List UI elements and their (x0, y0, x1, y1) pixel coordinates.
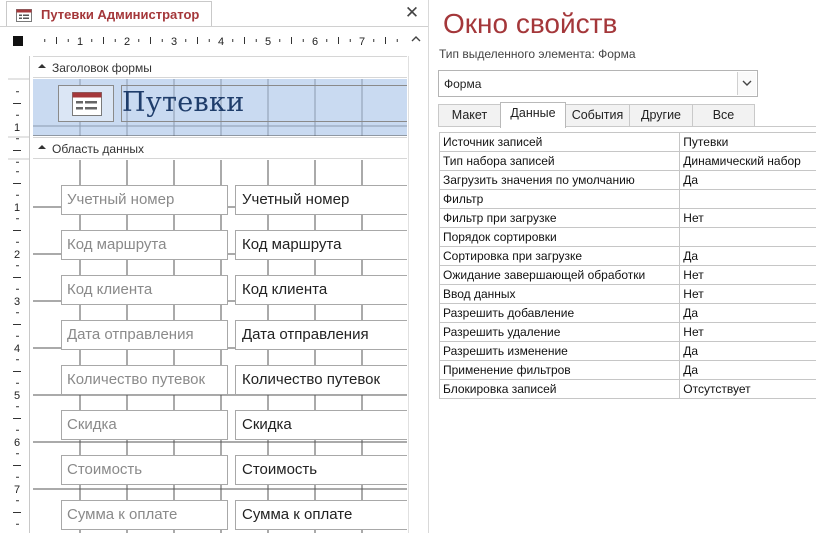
tab-divider (0, 26, 428, 27)
field-textbox[interactable]: Количество путевок (235, 365, 407, 395)
property-value[interactable]: Нет (680, 285, 816, 304)
property-row (440, 247, 816, 266)
property-grid (439, 132, 816, 399)
field-textbox[interactable]: Код клиента (235, 275, 407, 305)
form-logo-icon (72, 92, 102, 116)
field-textbox[interactable]: Сумма к оплате (235, 500, 407, 530)
form-tab-title: Путевки Администратор (41, 7, 200, 22)
tab-data[interactable]: Данные (500, 102, 566, 128)
property-row (440, 209, 816, 228)
ruler-label: 5 (264, 36, 272, 48)
property-value[interactable]: Отсутствует (680, 380, 816, 399)
section-expand-icon (37, 62, 47, 72)
property-value[interactable]: Да (680, 361, 816, 380)
form-icon (16, 9, 32, 22)
vertical-scrollbar[interactable] (408, 56, 428, 533)
ruler-label: 3 (13, 296, 21, 308)
field-textbox[interactable]: Код маршрута (235, 230, 407, 260)
property-row (440, 171, 816, 190)
scroll-up-arrow-icon[interactable] (410, 33, 422, 45)
property-name: Применение фильтров (440, 361, 680, 380)
object-selector-dropdown[interactable] (438, 70, 758, 97)
ruler-label: 2 (123, 36, 131, 48)
property-sheet (428, 0, 816, 533)
tab-events[interactable]: События (565, 104, 630, 127)
ruler-label: 7 (13, 484, 21, 496)
property-value[interactable]: Да (680, 171, 816, 190)
ruler-label: 3 (170, 36, 178, 48)
tabs-baseline (438, 126, 816, 127)
form-title-control[interactable] (121, 85, 407, 122)
property-name: Тип набора записей (440, 152, 680, 171)
form-header-section-bar[interactable] (33, 56, 407, 78)
field-label[interactable]: Код маршрута (61, 230, 228, 260)
property-name: Разрешить удаление (440, 323, 680, 342)
form-selector-button[interactable] (13, 36, 23, 46)
property-name: Фильтр при загрузке (440, 209, 680, 228)
property-name: Порядок сортировки (440, 228, 680, 247)
field-textbox[interactable]: Скидка (235, 410, 407, 440)
detail-section-bar[interactable] (33, 137, 407, 159)
property-name: Фильтр (440, 190, 680, 209)
property-row (440, 266, 816, 285)
property-value[interactable] (680, 190, 816, 209)
property-value[interactable] (680, 228, 816, 247)
property-row (440, 361, 816, 380)
property-row (440, 304, 816, 323)
ruler-label: 1 (13, 122, 21, 134)
ruler-label: 4 (13, 343, 21, 355)
ruler-label: 5 (13, 390, 21, 402)
field-label[interactable]: Учетный номер (61, 185, 228, 215)
field-label[interactable]: Код клиента (61, 275, 228, 305)
ruler-label: 4 (217, 36, 225, 48)
detail-section-label: Область данных (52, 142, 144, 156)
field-textbox[interactable]: Учетный номер (235, 185, 407, 215)
property-row (440, 152, 816, 171)
property-value[interactable]: Да (680, 247, 816, 266)
form-header-area[interactable] (33, 79, 407, 136)
ruler-label: 6 (13, 437, 21, 449)
design-surface (33, 56, 407, 533)
form-document-tab[interactable] (6, 1, 212, 26)
property-name: Источник записей (440, 133, 680, 152)
field-label[interactable]: Количество путевок (61, 365, 228, 395)
property-name: Разрешить добавление (440, 304, 680, 323)
ruler-label: 1 (13, 202, 21, 214)
property-value[interactable]: Нет (680, 266, 816, 285)
ruler-label: 6 (311, 36, 319, 48)
field-label[interactable]: Дата отправления (61, 320, 228, 350)
field-label[interactable]: Стоимость (61, 455, 228, 485)
property-row (440, 323, 816, 342)
property-row (440, 190, 816, 209)
field-label[interactable]: Сумма к оплате (61, 500, 228, 530)
field-textbox[interactable]: Стоимость (235, 455, 407, 485)
selection-type-label: Тип выделенного элемента: Форма (439, 47, 636, 61)
ruler-label: 1 (76, 36, 84, 48)
property-row (440, 228, 816, 247)
detail-area[interactable] (33, 160, 407, 533)
property-value[interactable]: Да (680, 342, 816, 361)
property-sheet-title: Окно свойств (443, 8, 618, 39)
property-row (440, 342, 816, 361)
property-value[interactable]: Да (680, 304, 816, 323)
property-name: Разрешить изменение (440, 342, 680, 361)
tab-other[interactable]: Другие (629, 104, 693, 127)
property-value[interactable]: Нет (680, 209, 816, 228)
field-label[interactable]: Скидка (61, 410, 228, 440)
ruler-label: 2 (13, 249, 21, 261)
field-textbox[interactable]: Дата отправления (235, 320, 407, 350)
selected-object-value: Форма (444, 77, 482, 91)
ruler-label: 7 (358, 36, 366, 48)
form-header-label: Заголовок формы (52, 61, 152, 75)
property-name: Сортировка при загрузке (440, 247, 680, 266)
logo-control[interactable] (58, 85, 114, 122)
property-row (440, 285, 816, 304)
dropdown-button[interactable] (737, 72, 756, 95)
property-row (440, 133, 816, 152)
section-expand-icon (37, 143, 47, 153)
property-name: Загрузить значения по умолчанию (440, 171, 680, 190)
tab-layout[interactable]: Макет (438, 104, 501, 127)
property-name: Ввод данных (440, 285, 680, 304)
form-title: Путевки (122, 87, 245, 118)
close-icon[interactable]: ✕ (404, 3, 420, 22)
property-value[interactable]: Путевки (680, 133, 816, 152)
vertical-ruler (8, 56, 30, 533)
chevron-down-icon (742, 80, 752, 87)
property-name: Ожидание завершающей обработки (440, 266, 680, 285)
property-row (440, 380, 816, 399)
property-name: Блокировка записей (440, 380, 680, 399)
property-value[interactable]: Динамический набор (680, 152, 816, 171)
property-tabs (438, 102, 816, 127)
tab-all[interactable]: Все (692, 104, 755, 127)
horizontal-ruler (33, 29, 408, 53)
property-value[interactable]: Нет (680, 323, 816, 342)
